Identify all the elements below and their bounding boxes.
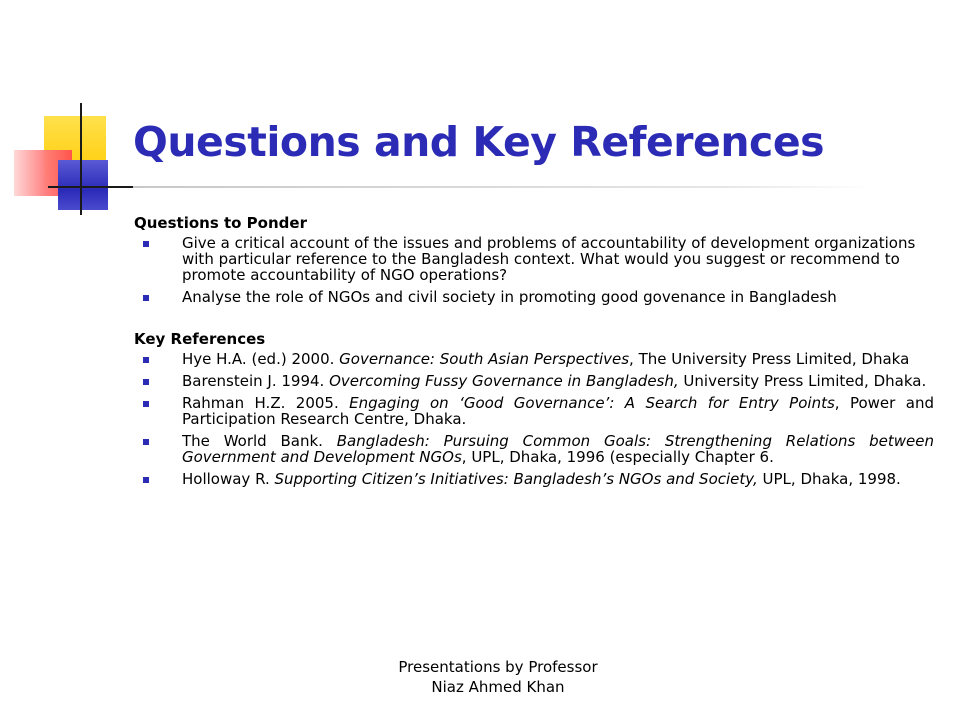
references-heading: Key References: [134, 330, 266, 348]
reference-item: [134, 351, 934, 367]
question-text: Give a critical account of the issues and problems of accountability of development organizations with particular reference to the Bangladesh context. What would you suggest or recommend to promote accountability of NGO operations?: [182, 234, 916, 284]
reference-author-year: Holloway R.: [182, 470, 275, 488]
reference-publisher: , UPL, Dhaka, 1996 (especially Chapter 6.: [461, 448, 774, 466]
slide-title: Questions and Key References: [133, 118, 825, 166]
reference-author-year: Rahman H.Z. 2005.: [182, 394, 350, 412]
reference-item: [134, 373, 934, 389]
question-item: [134, 289, 934, 305]
question-text: Analyse the role of NGOs and civil society in promoting good govenance in Bangladesh: [182, 288, 837, 306]
reference-publisher: UPL, Dhaka, 1998.: [757, 470, 901, 488]
references-list: [134, 351, 934, 487]
reference-author-year: Barenstein J. 1994.: [182, 372, 330, 390]
reference-item: [134, 395, 934, 427]
decorative-vertical-line: [80, 103, 82, 215]
reference-publisher: , Power and Participation Research Centre, Dhaka.: [182, 394, 934, 428]
reference-title: Governance: South Asian Perspectives: [339, 350, 630, 368]
decorative-horizontal-line: [48, 186, 136, 188]
reference-publisher: University Press Limited, Dhaka.: [678, 372, 927, 390]
question-item: [134, 235, 934, 283]
reference-author-year: Hye H.A. (ed.) 2000.: [182, 350, 340, 368]
questions-list: [134, 235, 934, 305]
reference-publisher: , The University Press Limited, Dhaka: [629, 350, 910, 368]
reference-title: Engaging on ‘Good Governance’: A Search for Entry Points: [349, 394, 835, 412]
reference-author-year: The World Bank.: [182, 432, 337, 450]
decorative-blue-square: [58, 160, 108, 210]
reference-title: Supporting Citizen’s Initiatives: Bangladesh’s NGOs and Society,: [274, 470, 758, 488]
reference-item: [134, 471, 934, 487]
questions-heading: Questions to Ponder: [134, 214, 307, 232]
reference-title: Overcoming Fussy Governance in Bangladesh,: [329, 372, 679, 390]
title-underline: [133, 186, 873, 188]
slide-body: [134, 215, 934, 493]
reference-title: Bangladesh: Pursuing Common Goals: Strengthening Relations between Government and Development NGOs: [182, 432, 935, 466]
reference-item: [134, 433, 934, 465]
slide-footer: Presentations by Professor Niaz Ahmed Khan: [398, 658, 598, 696]
